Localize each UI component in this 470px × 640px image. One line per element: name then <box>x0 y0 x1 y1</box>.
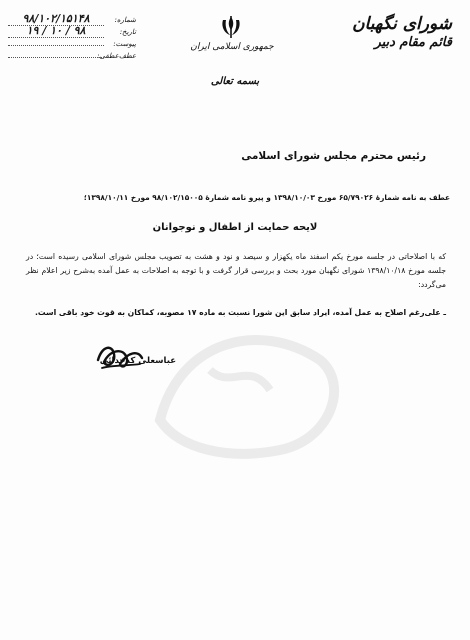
republic-name: جمهوری اسلامی ایران <box>190 42 274 52</box>
watermark-emblem <box>120 300 360 480</box>
date-value: ۱۹ / ۱۰ / ۹۸ <box>8 24 104 38</box>
addressee: رئیس محترم مجلس شورای اسلامی <box>241 150 426 162</box>
council-subtitle: قائم مقام دبیر <box>374 35 452 50</box>
council-name: شورای نگهبان <box>352 14 452 34</box>
number-value: ۹۸/۱۰۲/۱۵۱۴۸ <box>8 12 104 26</box>
number-label: شماره: <box>114 16 136 24</box>
bill-title: لایحه حمایت از اطفال و نوجوانان <box>152 222 318 233</box>
reference-line: عطف به نامه شمارهٔ ۶۵/۷۹۰۲۶ مورخ ۱۳۹۸/۱۰/۰۳ و پیرو نامه شمارهٔ ۹۸/۱۰۲/۱۵۰۰۵ مورخ ۱۳۹۸/۱۰/۱۱؛ <box>83 193 450 202</box>
basmala: بسمه تعالی <box>210 76 260 87</box>
objection-clause: ـ علی‌رغم اصلاح به عمل آمده، ایراد سابق این شورا نسبت به ماده ۱۷ مصوبه، کماکان به قوت خود باقی است. <box>35 308 446 317</box>
council-letterhead <box>332 14 452 64</box>
meta-attachment-row <box>8 36 136 48</box>
followup-label: عطف‌عطفی: <box>97 52 136 60</box>
signatory-name: عباسعلی کدخدائی <box>99 356 176 366</box>
followup-value <box>8 48 104 58</box>
meta-followup-row <box>8 48 136 60</box>
republic-emblem-icon <box>218 14 244 40</box>
letter-body <box>26 250 446 292</box>
body-paragraph: که با اصلاحاتی در جلسه مورخ یکم اسفند ماه یکهزار و سیصد و نود و هشت به تصویب مجلس شورای اسلامی رسیده است؛ در جلسه مورخ ۱۳۹۸/۱۰/۱۸ شورای نگهبان مورد بحث و بررسی قرار گرفت و با توجه به اصلاحات به عمل آمده به‌شرح زیر اعلام نظر می‌گردد: <box>26 252 446 289</box>
attachment-value <box>8 36 104 46</box>
letter-metadata <box>8 12 136 60</box>
date-label: تاریخ: <box>119 28 136 36</box>
attachment-label: پیوست: <box>113 40 136 48</box>
meta-number-row <box>8 12 136 24</box>
meta-date-row <box>8 24 136 36</box>
